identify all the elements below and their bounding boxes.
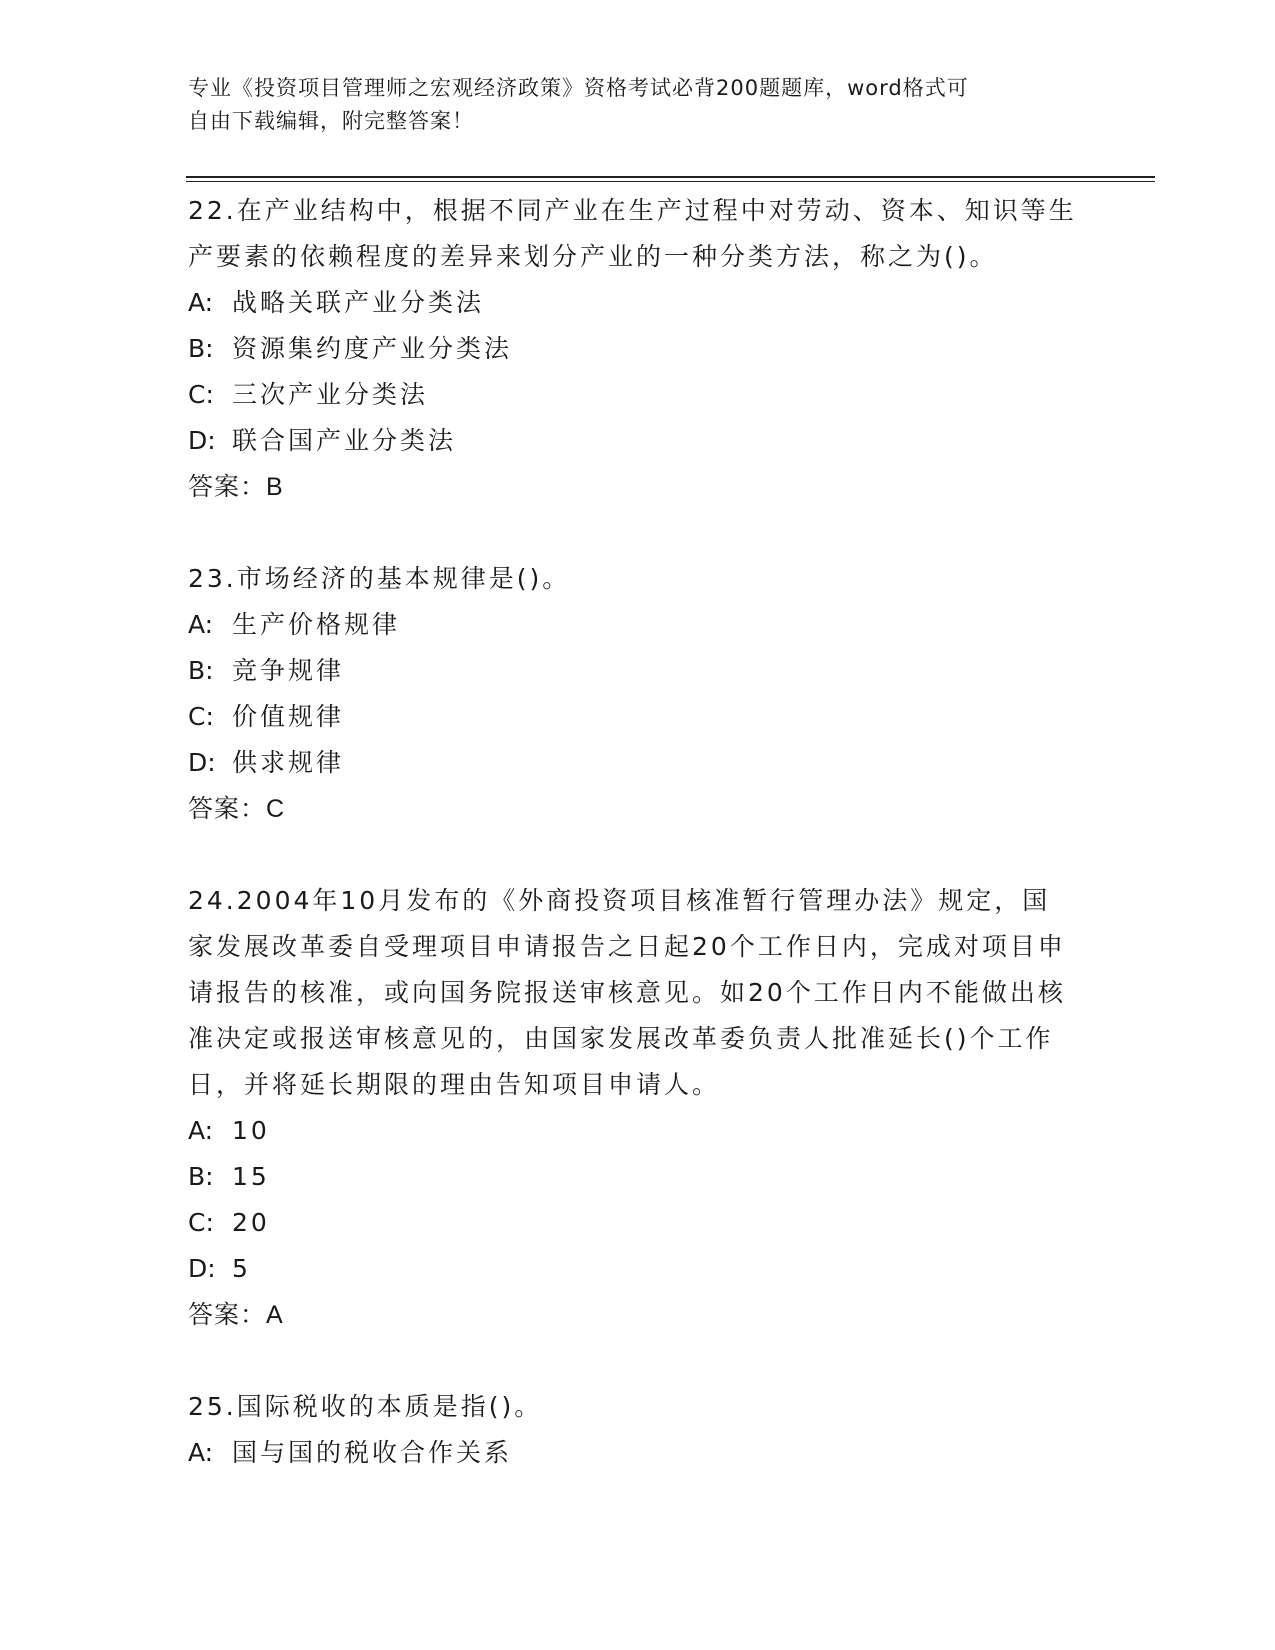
option-d	[188, 740, 1078, 786]
option-letter: A:	[188, 610, 214, 639]
option-list	[188, 1108, 1078, 1292]
question-list	[188, 188, 1078, 1476]
option-text: 价值规律	[232, 702, 345, 731]
question-24	[188, 878, 1078, 1338]
option-c	[188, 694, 1078, 740]
option-letter: D:	[188, 1254, 216, 1283]
question-spacer	[188, 1338, 1078, 1384]
option-c	[188, 372, 1078, 418]
option-letter: D:	[188, 748, 216, 777]
question-22	[188, 188, 1078, 510]
document-header	[188, 72, 1068, 138]
option-letter: A:	[188, 1116, 214, 1145]
option-text: 供求规律	[232, 748, 345, 777]
option-b	[188, 326, 1078, 372]
option-letter: C:	[188, 380, 214, 409]
question-spacer	[188, 832, 1078, 878]
option-d	[188, 1246, 1078, 1292]
question-25	[188, 1384, 1078, 1476]
option-letter: C:	[188, 702, 214, 731]
option-text: 20	[232, 1208, 270, 1237]
option-a	[188, 1108, 1078, 1154]
answer-line: 答案：C	[188, 795, 286, 823]
header-divider	[186, 176, 1155, 182]
option-text: 联合国产业分类法	[232, 426, 457, 455]
answer-line: 答案：B	[188, 473, 284, 501]
option-letter: C:	[188, 1208, 214, 1237]
option-a	[188, 280, 1078, 326]
header-line-2: 自由下载编辑，附完整答案！	[188, 109, 474, 133]
option-letter: D:	[188, 426, 216, 455]
option-text: 10	[232, 1116, 270, 1145]
question-stem: 25.国际税收的本质是指()。	[188, 1392, 543, 1421]
question-stem: 24.2004年10月发布的《外商投资项目核准暂行管理办法》规定，国家发展改革委自受理项目申请报告之日起20个工作日内，完成对项目申请报告的核准，或向国务院报送审核意见。如20个工作日内不能做出核准决定或报送审核意见的，由国家发展改革委负责人批准延长()个工作日，并将延长期限的理由告知项目申请人。	[188, 886, 1066, 1099]
question-stem: 22.在产业结构中，根据不同产业在生产过程中对劳动、资本、知识等生产要素的依赖程度的差异来划分产业的一种分类方法，称之为()。	[188, 196, 1077, 271]
option-text: 15	[232, 1162, 270, 1191]
option-text: 三次产业分类法	[232, 380, 429, 409]
option-text: 资源集约度产业分类法	[232, 334, 513, 363]
option-text: 战略关联产业分类法	[232, 288, 485, 317]
option-letter: A:	[188, 1438, 214, 1467]
option-b	[188, 1154, 1078, 1200]
option-text: 竞争规律	[232, 656, 345, 685]
option-letter: B:	[188, 656, 214, 685]
option-list	[188, 1430, 1078, 1476]
option-d	[188, 418, 1078, 464]
question-23	[188, 556, 1078, 832]
option-a	[188, 1430, 1078, 1476]
option-text: 5	[232, 1254, 251, 1283]
option-c	[188, 1200, 1078, 1246]
option-list	[188, 280, 1078, 464]
option-b	[188, 648, 1078, 694]
question-stem: 23.市场经济的基本规律是()。	[188, 564, 571, 593]
divider-line-thin	[186, 181, 1155, 182]
option-list	[188, 602, 1078, 786]
answer-line: 答案：A	[188, 1301, 284, 1329]
option-a	[188, 602, 1078, 648]
option-text: 国与国的税收合作关系	[232, 1438, 513, 1467]
option-letter: A:	[188, 288, 214, 317]
divider-line-thick	[186, 176, 1155, 178]
question-spacer	[188, 510, 1078, 556]
option-letter: B:	[188, 334, 214, 363]
option-letter: B:	[188, 1162, 214, 1191]
option-text: 生产价格规律	[232, 610, 401, 639]
header-line-1: 专业《投资项目管理师之宏观经济政策》资格考试必背200题题库，word格式可	[188, 76, 969, 100]
